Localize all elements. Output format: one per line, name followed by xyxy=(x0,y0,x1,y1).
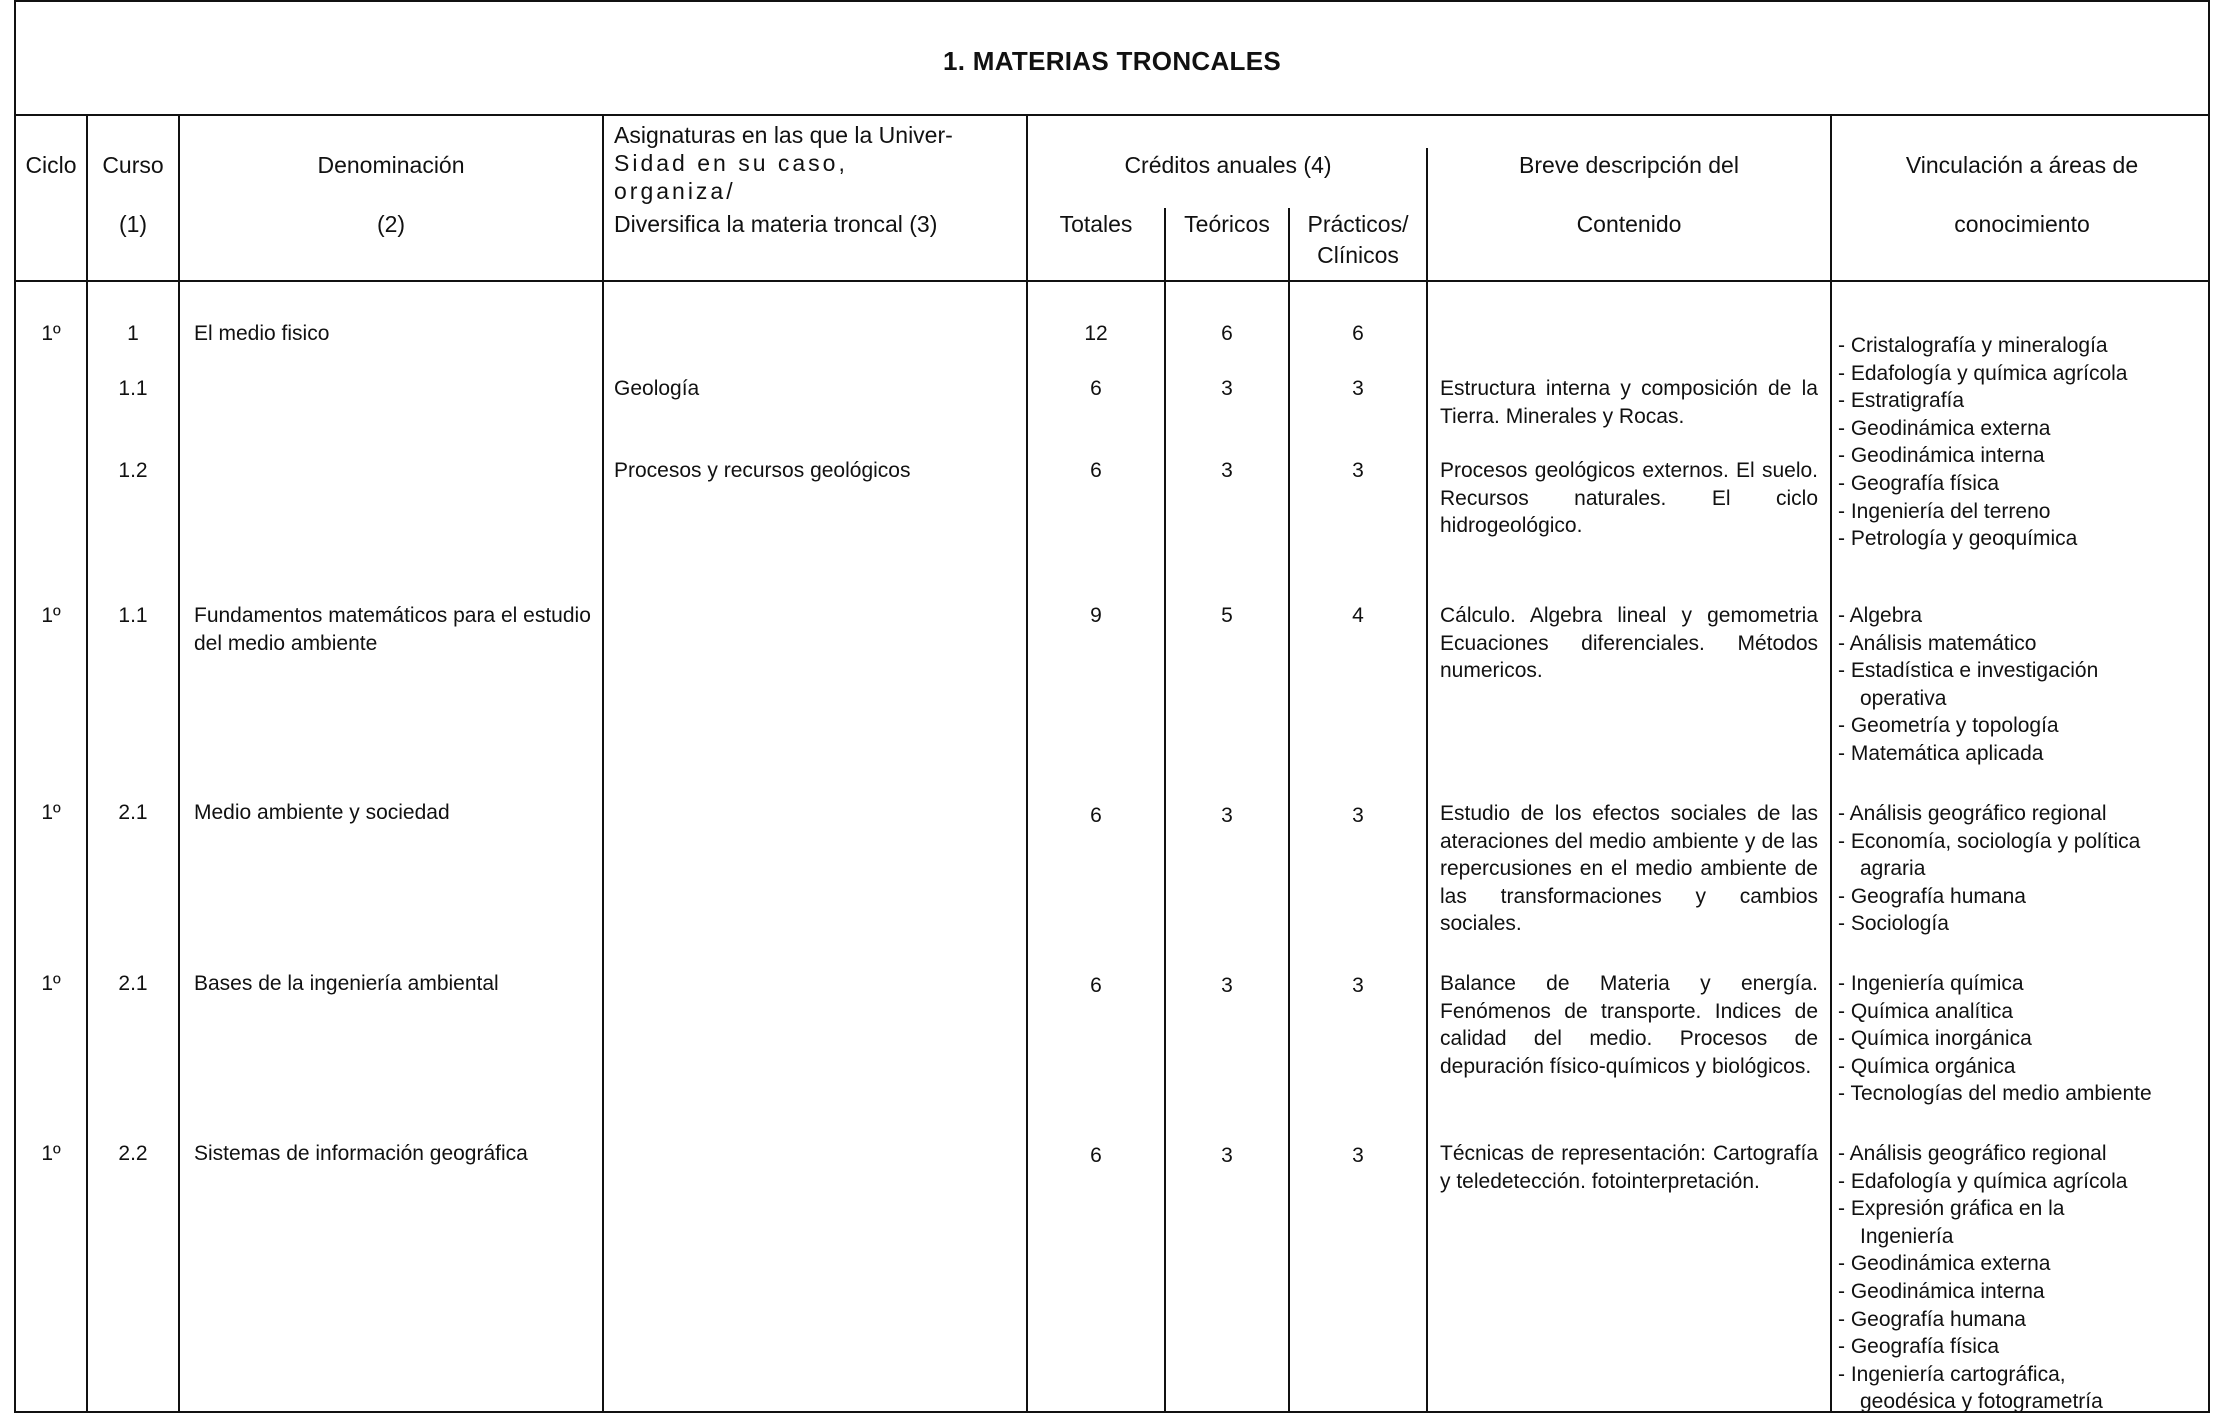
area-item: - Geografía humana xyxy=(1838,884,2026,908)
area-item: - Ingeniería del terreno xyxy=(1838,499,2051,523)
col-sep-creditos xyxy=(1426,148,1428,1413)
area-item: - Edafología y química agrícola xyxy=(1838,1169,2128,1193)
area-item: - Geodinámica interna xyxy=(1838,1279,2045,1303)
cell-totales: 9 xyxy=(1090,604,1102,627)
cell-teoricos: 3 xyxy=(1221,974,1233,997)
area-item: - Análisis matemático xyxy=(1838,631,2037,655)
areas-sociedad xyxy=(1838,800,2140,938)
document-page xyxy=(14,0,2210,1413)
cell-descripcion: Técnicas de representación: Cartografía y teledetección. fotointerpretación. xyxy=(1440,1142,1818,1193)
header-descripcion-line1: Breve descripción del xyxy=(1519,152,1739,178)
area-item: - Química analítica xyxy=(1838,999,2014,1023)
cell-practicos: 3 xyxy=(1352,974,1364,997)
cell-ciclo: 1º xyxy=(41,972,61,995)
header-totales: Totales xyxy=(1059,211,1133,237)
cell-practicos: 3 xyxy=(1352,804,1364,827)
area-item: - Estratigrafía xyxy=(1838,389,1965,413)
cell-curso: 1.1 xyxy=(118,604,148,627)
cell-denominacion: El medio fisico xyxy=(194,322,330,345)
cell-practicos: 3 xyxy=(1352,1144,1364,1167)
cell-totales: 12 xyxy=(1084,322,1108,345)
cell-denominacion: Bases de la ingeniería ambiental xyxy=(194,972,499,995)
header-vinculacion-line2: conocimiento xyxy=(1954,211,2090,237)
header-denominacion-note: (2) xyxy=(376,211,406,237)
header-curso: Curso xyxy=(102,152,164,178)
cell-denominacion: Sistemas de información geográfica xyxy=(194,1142,528,1165)
header-curso-note: (1) xyxy=(118,211,148,237)
area-item: - Tecnologías del medio ambiente xyxy=(1838,1082,2152,1106)
area-item: - Algebra xyxy=(1838,604,1923,627)
area-item: - Economía, sociología y política xyxy=(1838,829,2141,853)
cell-curso: 2.1 xyxy=(118,972,148,995)
areas-fundamentos xyxy=(1838,602,2098,768)
area-item: geodésica y fotogrametría xyxy=(1860,1390,2103,1414)
cell-totales: 6 xyxy=(1090,974,1102,997)
area-item: - Sociología xyxy=(1838,912,1949,936)
header-practicos-line1: Prácticos/ xyxy=(1307,211,1409,237)
cell-descripcion: Procesos geológicos externos. El suelo. Recursos naturales. El ciclo hidrogeológico. xyxy=(1440,459,1818,537)
cell-teoricos: 3 xyxy=(1221,377,1233,400)
area-item: - Expresión gráfica en la xyxy=(1838,1197,2065,1221)
cell-descripcion: Cálculo. Algebra lineal y gemometria Ecuaciones diferenciales. Métodos numericos. xyxy=(1440,604,1818,682)
col-sep-ciclo xyxy=(86,114,88,1413)
areas-medio-fisico xyxy=(1838,332,2128,553)
cell-curso: 2.2 xyxy=(118,1142,148,1165)
area-item: - Cristalografía y mineralogía xyxy=(1838,334,2108,357)
area-item: - Geografía humana xyxy=(1838,1307,2026,1331)
header-teoricos: Teóricos xyxy=(1184,211,1270,237)
area-item: agraria xyxy=(1860,857,1926,881)
cell-ciclo: 1º xyxy=(41,604,61,627)
header-asignaturas-line2: Sidad en su caso, xyxy=(614,150,848,176)
area-item: - Geodinámica externa xyxy=(1838,1252,2051,1276)
col-sep-descripcion xyxy=(1830,114,1832,1413)
area-item: - Geodinámica externa xyxy=(1838,416,2051,440)
cell-asignatura: Procesos y recursos geológicos xyxy=(614,459,911,482)
cell-totales: 6 xyxy=(1090,377,1102,400)
area-item: - Ingeniería cartográfica, xyxy=(1838,1362,2066,1386)
areas-sig xyxy=(1838,1140,2128,1416)
area-item: - Geografía física xyxy=(1838,471,2000,495)
area-item: - Química orgánica xyxy=(1838,1054,2016,1078)
cell-curso: 2.1 xyxy=(118,801,148,824)
area-item: - Geografía física xyxy=(1838,1335,2000,1359)
cell-ciclo: 1º xyxy=(41,1142,61,1165)
area-item: - Matemática aplicada xyxy=(1838,741,2044,765)
cell-teoricos: 3 xyxy=(1221,1144,1233,1167)
cell-descripcion: Balance de Materia y energía. Fenómenos de transporte. Indices de calidad del medio. Procesos de depuración físico-químicos y biológicos. xyxy=(1440,972,1818,1078)
header-asignaturas-line1: Asignaturas en las que la Univer- xyxy=(614,122,953,148)
cell-practicos: 6 xyxy=(1352,322,1364,345)
header-asignaturas-line3: organiza/ xyxy=(614,178,736,204)
cell-asignatura: Geología xyxy=(614,377,700,400)
cell-totales: 6 xyxy=(1090,1144,1102,1167)
cell-descripcion: Estudio de los efectos sociales de las ateraciones del medio ambiente y de las repercusiones en el medio ambiente de las transformaciones y cambios sociales. xyxy=(1440,802,1818,935)
cell-totales: 6 xyxy=(1090,459,1102,482)
cell-ciclo: 1º xyxy=(41,322,61,345)
col-sep-curso xyxy=(178,114,180,1413)
header-denominacion: Denominación xyxy=(317,152,465,178)
header-creditos: Créditos anuales (4) xyxy=(1124,152,1332,178)
area-item: - Geometría y topología xyxy=(1838,714,2059,738)
cell-totales: 6 xyxy=(1090,804,1102,827)
area-item: - Análisis geográfico regional xyxy=(1838,802,2107,825)
area-item: operativa xyxy=(1860,686,1947,710)
header-practicos-line2: Clínicos xyxy=(1317,242,1399,268)
header-descripcion-line2: Contenido xyxy=(1576,211,1682,237)
header-ciclo: Ciclo xyxy=(25,152,77,178)
col-sep-asignaturas xyxy=(1026,114,1028,1413)
areas-ingenieria xyxy=(1838,970,2152,1108)
col-sep-denominacion xyxy=(602,114,604,1413)
cell-curso: 1.2 xyxy=(118,459,148,482)
cell-teoricos: 3 xyxy=(1221,804,1233,827)
area-item: - Ingeniería química xyxy=(1838,972,2024,995)
area-item: - Edafología y química agrícola xyxy=(1838,361,2128,385)
cell-teoricos: 3 xyxy=(1221,459,1233,482)
header-vinculacion-line1: Vinculación a áreas de xyxy=(1905,152,2139,178)
area-item: - Petrología y geoquímica xyxy=(1838,527,2078,551)
area-item: - Análisis geográfico regional xyxy=(1838,1142,2107,1165)
cell-curso: 1.1 xyxy=(118,377,148,400)
header-asignaturas-line4: Diversifica la materia troncal (3) xyxy=(614,211,938,237)
area-item: - Química inorgánica xyxy=(1838,1027,2032,1051)
cell-practicos: 3 xyxy=(1352,377,1364,400)
cell-practicos: 4 xyxy=(1352,604,1364,627)
cell-ciclo: 1º xyxy=(41,801,61,824)
cell-descripcion: Estructura interna y composición de la Tierra. Minerales y Rocas. xyxy=(1440,377,1818,428)
cell-denominacion: Fundamentos matemáticos para el estudio del medio ambiente xyxy=(194,604,591,655)
area-item: - Estadística e investigación xyxy=(1838,659,2099,683)
area-item: - Geodinámica interna xyxy=(1838,444,2045,468)
title-band xyxy=(16,2,2208,116)
cell-practicos: 3 xyxy=(1352,459,1364,482)
area-item: Ingeniería xyxy=(1860,1224,1954,1248)
cell-denominacion: Medio ambiente y sociedad xyxy=(194,801,450,824)
cell-teoricos: 6 xyxy=(1221,322,1233,345)
cell-teoricos: 5 xyxy=(1221,604,1233,627)
page-title: 1. MATERIAS TRONCALES xyxy=(942,46,1282,76)
header-bottom-rule xyxy=(16,280,2208,282)
cell-curso: 1 xyxy=(127,322,139,345)
